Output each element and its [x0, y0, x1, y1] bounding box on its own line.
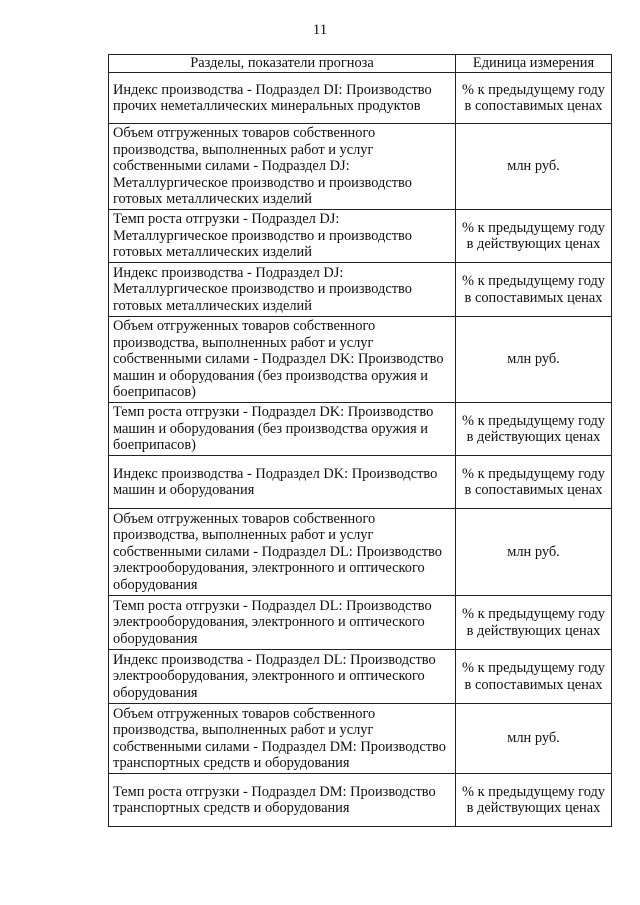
unit-cell: % к предыдущему году в действующих ценах — [456, 774, 612, 827]
unit-cell: млн руб. — [456, 317, 612, 403]
indicator-name: Индекс производства - Подраздел DK: Производство машин и оборудования — [109, 456, 456, 509]
table-row — [109, 596, 612, 650]
indicator-name: Объем отгруженных товаров собственного производства, выполненных работ и услуг собственными силами - Подраздел DK: Производство машин и оборудования (без производства оружия и боеприпасов) — [109, 317, 456, 403]
table-header-row — [109, 55, 612, 73]
column-header-unit: Единица измерения — [456, 55, 612, 73]
forecast-indicators-table — [108, 54, 612, 827]
table-row — [109, 124, 612, 210]
table-row — [109, 774, 612, 827]
indicator-name: Темп роста отгрузки - Подраздел DJ: Металлургическое производство и производство готовых металлических изделий — [109, 210, 456, 263]
indicator-name: Объем отгруженных товаров собственного производства, выполненных работ и услуг собственными силами - Подраздел DJ: Металлургическое производство и производство готовых металлических изделий — [109, 124, 456, 210]
table-row — [109, 73, 612, 124]
indicator-name: Объем отгруженных товаров собственного производства, выполненных работ и услуг собственными силами - Подраздел DM: Производство транспортных средств и оборудования — [109, 704, 456, 774]
table-row — [109, 263, 612, 317]
indicator-name: Темп роста отгрузки - Подраздел DM: Производство транспортных средств и оборудования — [109, 774, 456, 827]
indicator-name: Индекс производства - Подраздел DJ: Металлургическое производство и производство готовых металлических изделий — [109, 263, 456, 317]
unit-cell: млн руб. — [456, 704, 612, 774]
unit-cell: % к предыдущему году в действующих ценах — [456, 210, 612, 263]
unit-cell: млн руб. — [456, 509, 612, 596]
indicator-name: Индекс производства - Подраздел DL: Производство электрооборудования, электронного и оптического оборудования — [109, 650, 456, 704]
table-row — [109, 317, 612, 403]
indicator-name: Объем отгруженных товаров собственного производства, выполненных работ и услуг собственными силами - Подраздел DL: Производство электрооборудования, электронного и оптического оборудования — [109, 509, 456, 596]
table-row — [109, 509, 612, 596]
table-row — [109, 210, 612, 263]
indicator-name: Темп роста отгрузки - Подраздел DL: Производство электрооборудования, электронного и оптического оборудования — [109, 596, 456, 650]
column-header-sections: Разделы, показатели прогноза — [109, 55, 456, 73]
unit-cell: % к предыдущему году в действующих ценах — [456, 403, 612, 456]
unit-cell: % к предыдущему году в сопоставимых ценах — [456, 456, 612, 509]
table-row — [109, 650, 612, 704]
indicator-name: Темп роста отгрузки - Подраздел DK: Производство машин и оборудования (без производства оружия и боеприпасов) — [109, 403, 456, 456]
unit-cell: % к предыдущему году в сопоставимых ценах — [456, 650, 612, 704]
indicator-name: Индекс производства - Подраздел DI: Производство прочих неметаллических минеральных продуктов — [109, 73, 456, 124]
table-row — [109, 456, 612, 509]
unit-cell: % к предыдущему году в сопоставимых ценах — [456, 263, 612, 317]
table-row — [109, 403, 612, 456]
unit-cell: % к предыдущему году в сопоставимых ценах — [456, 73, 612, 124]
unit-cell: % к предыдущему году в действующих ценах — [456, 596, 612, 650]
unit-cell: млн руб. — [456, 124, 612, 210]
page-number: 11 — [312, 22, 328, 38]
table-row — [109, 704, 612, 774]
